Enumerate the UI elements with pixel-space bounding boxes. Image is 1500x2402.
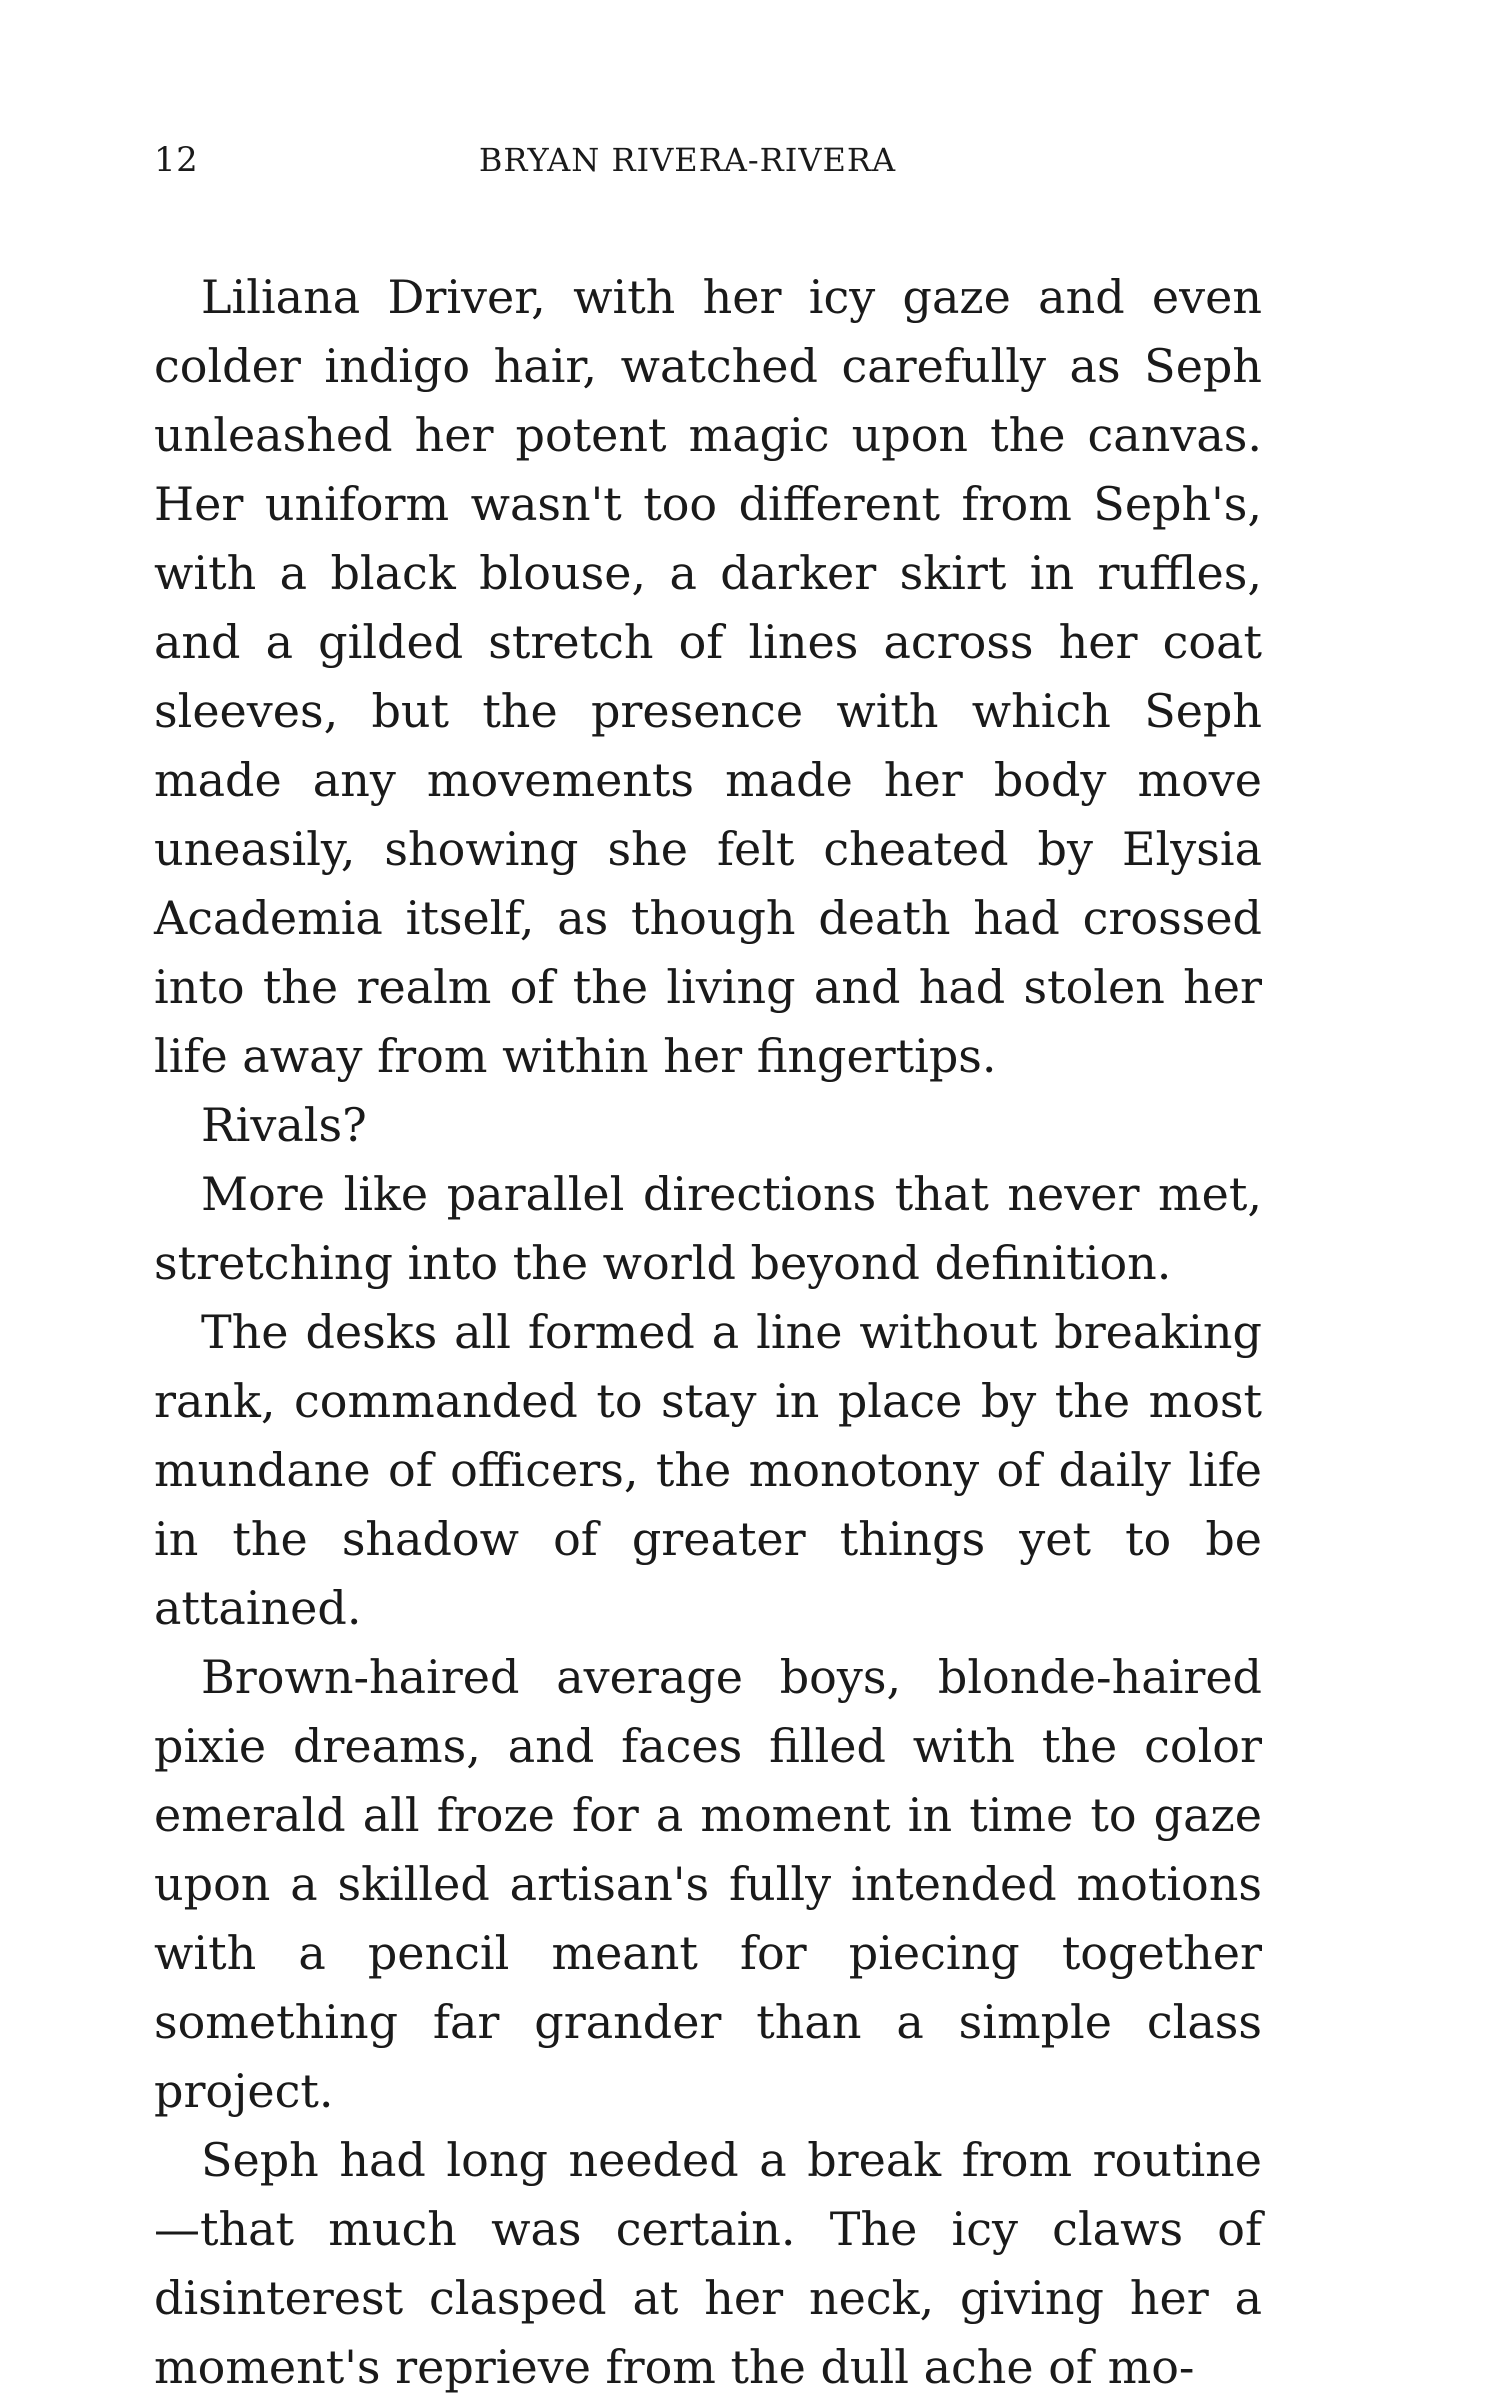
body-text [154, 263, 1262, 2402]
paragraph: Brown-haired average boys, blonde-haired pixie dreams, and faces filled with the color emerald all froze for a moment in time to gaze upon a skilled artisan's fully intended motions with a pencil meant for piecing together something far grander than a simple class project. [154, 1650, 1262, 2118]
page-number: 12 [154, 140, 199, 180]
paragraph: Rivals? [201, 1098, 367, 1152]
paragraph: More like parallel directions that never met, stretching into the world beyond definition. [154, 1167, 1262, 1290]
running-head: BRYAN RIVERA-RIVERA [478, 141, 897, 179]
paragraph: The desks all formed a line without breaking rank, commanded to stay in place by the most mundane of officers, the monotony of daily life in the shadow of greater things yet to be attained. [154, 1305, 1262, 1635]
paragraph: Liliana Driver, with her icy gaze and even colder indigo hair, watched carefully as Seph unleashed her potent magic upon the canvas. Her uniform wasn't too different from Seph's, with a black blouse, a darker skirt in ruffles, and a gilded stretch of lines across her coat sleeves, but the presence with which Seph made any movements made her body move uneasily, showing she felt cheated by Elysia Academia itself, as though death had crossed into the realm of the living and had stolen her life away from within her fingertips. [154, 270, 1262, 1083]
paragraph: Seph had long needed a break from routine—that much was certain. The icy claws of disinterest clasped at her neck, giving her a moment's reprieve from the dull ache of mo- [154, 2133, 1262, 2394]
